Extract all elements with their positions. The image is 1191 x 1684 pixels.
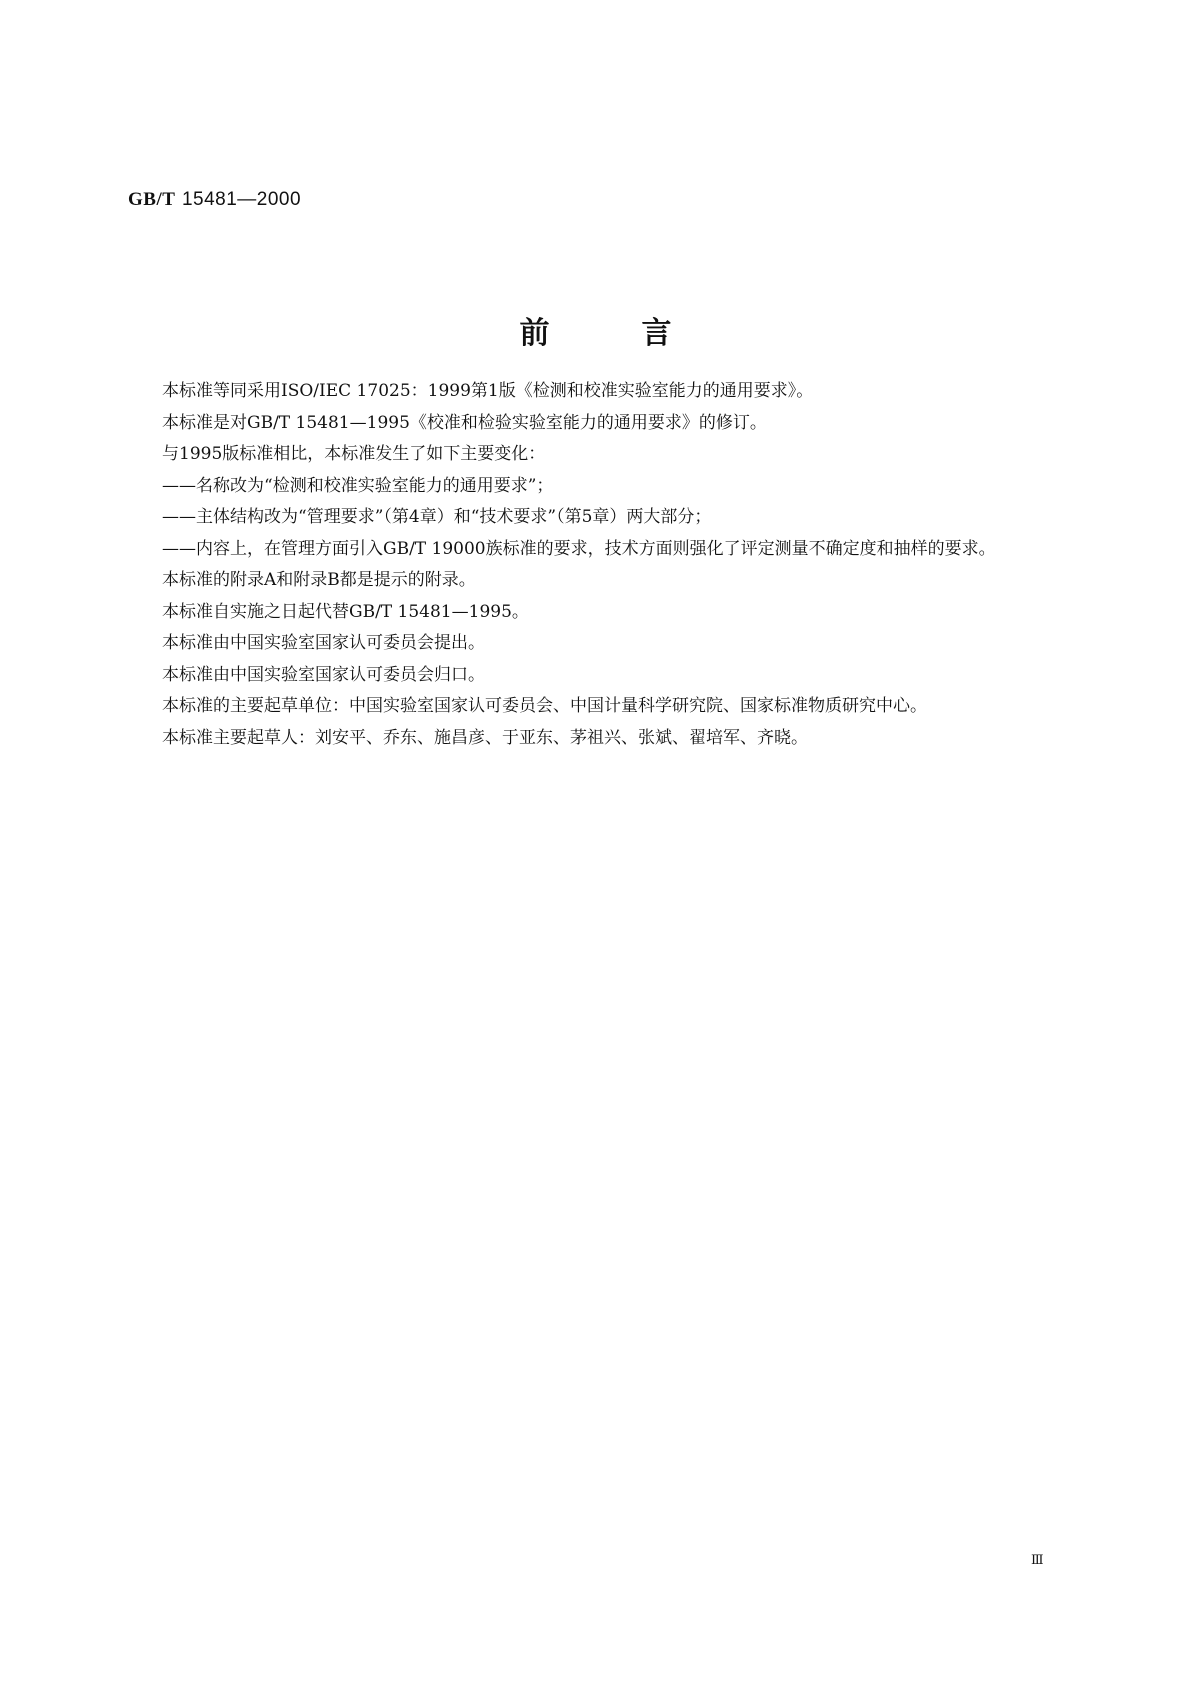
title-char-1: 前: [519, 316, 550, 351]
change-item-structure: ——主体结构改为“管理要求”（第4章）和“技术要求”（第5章）两大部分；: [162, 507, 712, 527]
paragraph-annexes: 本标准的附录A和附录B都是提示的附录。: [162, 570, 476, 590]
change-item-name: ——名称改为“检测和校准实验室能力的通用要求”；: [162, 475, 554, 496]
paragraph-revision: 本标准是对GB/T 15481—1995《校准和检验实验室能力的通用要求》的修订。: [162, 412, 767, 433]
paragraph-proposer: 本标准由中国实验室国家认可委员会提出。: [162, 633, 485, 653]
paragraph-drafting-units: 本标准的主要起草单位：中国实验室国家认可委员会、中国计量科学研究院、国家标准物质研究中心。: [162, 696, 927, 716]
title-char-2: 言: [641, 316, 672, 351]
page-number: Ⅲ: [1031, 1552, 1044, 1567]
paragraph-responsible: 本标准由中国实验室国家认可委员会归口。: [162, 664, 485, 685]
change-item-content: ——内容上，在管理方面引入GB/T 19000族标准的要求，技术方面则强化了评定测量不确定度和抽样的要求。: [162, 538, 996, 559]
paragraph-changes-intro: 与1995版标准相比，本标准发生了如下主要变化：: [162, 444, 546, 464]
standard-prefix: GB/T: [128, 189, 176, 210]
standard-code-header: [128, 188, 301, 211]
page-title: [0, 308, 1191, 352]
paragraph-replacement: 本标准自实施之日起代替GB/T 15481—1995。: [162, 601, 529, 622]
foreword-body: [128, 376, 1068, 754]
paragraph-drafters: 本标准主要起草人：刘安平、乔东、施昌彦、于亚东、茅祖兴、张斌、翟培军、齐晓。: [162, 727, 808, 748]
standard-number: 15481—2000: [181, 189, 302, 210]
paragraph-adoption: 本标准等同采用ISO/IEC 17025：1999第1版《检测和校准实验室能力的通用要求》。: [162, 381, 814, 401]
